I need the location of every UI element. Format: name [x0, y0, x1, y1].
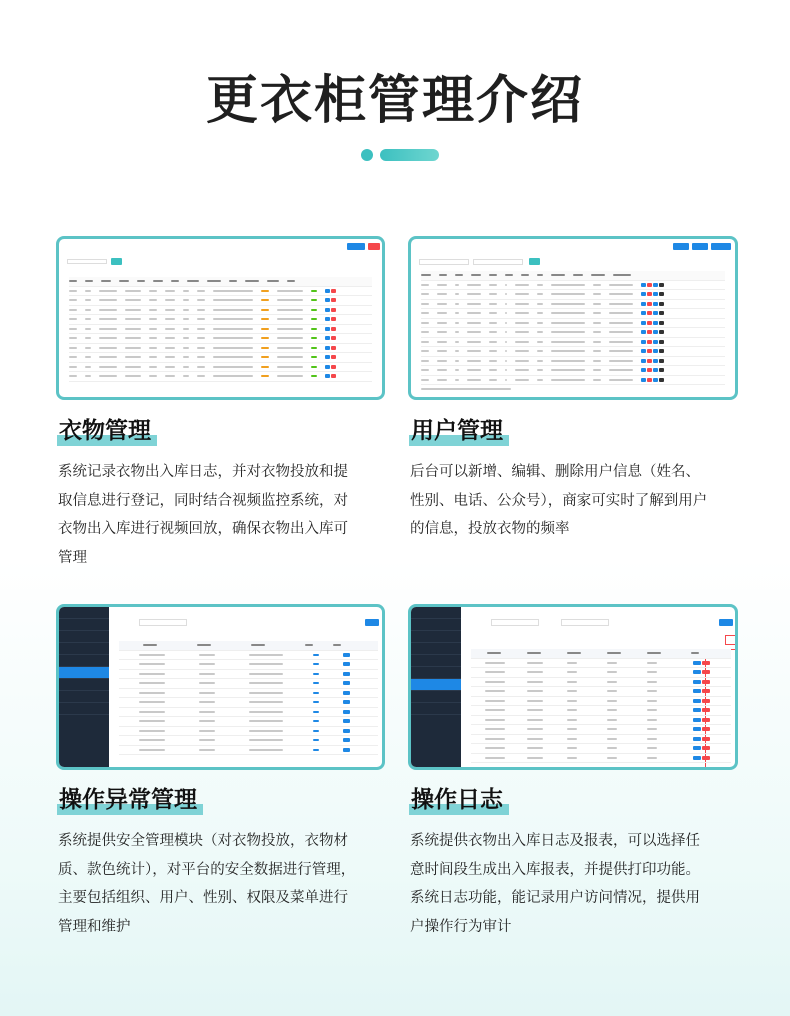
- sidebar-item: [59, 691, 109, 703]
- clothing-management-screenshot: [56, 236, 385, 400]
- table-row: [471, 668, 731, 678]
- mini-import-button: [692, 243, 708, 250]
- sidebar-item: [411, 643, 461, 655]
- table-row: [119, 679, 378, 689]
- sidebar-item-active: [59, 667, 109, 679]
- table-row: [119, 698, 378, 708]
- table-header: [421, 271, 725, 281]
- clothing-table: [69, 277, 372, 382]
- table-row: [69, 296, 372, 306]
- section-title-operation-log: 操作日志: [409, 785, 505, 815]
- table-row: [69, 334, 372, 344]
- section-description-operation-log: 系统提供衣物出入库日志及报表，可以选择任意时间段生成出入库报表，并提供打印功能。系统日志功能，能记录用户访问情况，提供用户操作行为审计: [410, 833, 700, 935]
- sidebar-item: [59, 679, 109, 691]
- table-row: [69, 353, 372, 363]
- table-row: [69, 315, 372, 325]
- table-row: [471, 687, 731, 697]
- sidebar-item: [411, 619, 461, 631]
- mini-filter-input: [473, 259, 523, 265]
- table-row: [119, 736, 378, 746]
- section-description-exception-management: 系统提供安全管理模块（对衣物投放，衣物材质、款色统计），对平台的安全数据进行管理，主要包括组织、用户、性别、权限及菜单进行管理和维护: [58, 833, 356, 935]
- section-title-exception-management: 操作异常管理: [57, 785, 199, 815]
- table-row: [69, 306, 372, 316]
- mini-add-button: [673, 243, 689, 250]
- section-title-user-management: 用户管理: [409, 416, 505, 446]
- table-row: [69, 363, 372, 373]
- table-header: [119, 641, 378, 651]
- decoration-bar: [380, 149, 439, 161]
- table-row: [421, 376, 725, 386]
- table-row: [471, 716, 731, 726]
- table-row: [471, 706, 731, 716]
- operation-log-screenshot: [408, 604, 738, 770]
- table-row: [421, 309, 725, 319]
- table-row: [471, 678, 731, 688]
- section-title-clothing-management: 衣物管理: [57, 416, 153, 446]
- sidebar-item: [59, 619, 109, 631]
- table-row: [421, 300, 725, 310]
- table-row: [119, 651, 378, 661]
- mini-export-button: [711, 243, 731, 250]
- table-row: [119, 717, 378, 727]
- sidebar-item: [59, 631, 109, 643]
- sidebar-item: [411, 667, 461, 679]
- pagination: [421, 385, 725, 393]
- table-header: [471, 649, 731, 659]
- mini-search-button: [365, 619, 379, 626]
- mini-add-button: [347, 243, 365, 250]
- sidebar-item: [59, 703, 109, 715]
- mini-search-button: [529, 258, 540, 265]
- section-description-user-management: 后台可以新增、编辑、删除用户信息（姓名、性别、电话、公众号），商家可实时了解到用户的信息，投放衣物的频率: [410, 464, 708, 537]
- table-row: [421, 319, 725, 329]
- sidebar-item: [411, 691, 461, 703]
- sidebar-item: [59, 643, 109, 655]
- table-row: [421, 347, 725, 357]
- mini-search-input: [67, 259, 107, 264]
- sidebar-item: [59, 655, 109, 667]
- table-row: [471, 735, 731, 745]
- page-title: 更衣柜管理介绍: [205, 71, 584, 131]
- table-row: [421, 328, 725, 338]
- mini-search-input: [419, 259, 469, 265]
- table-row: [421, 357, 725, 367]
- mini-search-button: [719, 619, 733, 626]
- table-row: [421, 281, 725, 291]
- sidebar-item: [411, 703, 461, 715]
- table-row: [119, 670, 378, 680]
- table-row: [421, 366, 725, 376]
- table-row: [471, 725, 731, 735]
- table-header: [69, 277, 372, 287]
- table-row: [421, 290, 725, 300]
- mini-sidebar: [411, 607, 461, 767]
- mini-delete-button: [368, 243, 380, 250]
- table-row: [471, 659, 731, 669]
- mini-sidebar: [59, 607, 109, 767]
- mini-export-highlight: [725, 635, 738, 645]
- decoration-dot: [361, 149, 373, 161]
- log-table: [471, 649, 731, 763]
- table-row: [471, 744, 731, 754]
- table-row: [119, 660, 378, 670]
- sidebar-item: [411, 655, 461, 667]
- table-row: [69, 325, 372, 335]
- table-row: [471, 697, 731, 707]
- table-row: [119, 746, 378, 756]
- user-table: [421, 271, 725, 393]
- table-row: [69, 344, 372, 354]
- sidebar-item-active: [411, 679, 461, 691]
- table-row: [119, 727, 378, 737]
- table-row: [119, 708, 378, 718]
- table-row: [471, 754, 731, 764]
- exception-table: [119, 641, 378, 755]
- sidebar-item: [59, 607, 109, 619]
- user-management-screenshot: [408, 236, 738, 400]
- sidebar-item: [411, 607, 461, 619]
- mini-search-input: [139, 619, 187, 626]
- mini-search-button: [111, 258, 122, 265]
- section-description-clothing-management: 系统记录衣物出入库日志，并对衣物投放和提取信息进行登记，同时结合视频监控系统，对衣物出入库进行视频回放，确保衣物出入库可管理: [58, 464, 348, 566]
- sidebar-item: [411, 631, 461, 643]
- table-row: [69, 287, 372, 297]
- mini-search-input: [491, 619, 539, 626]
- table-row: [119, 689, 378, 699]
- table-row: [69, 372, 372, 382]
- mini-date-input: [561, 619, 609, 626]
- exception-management-screenshot: [56, 604, 385, 770]
- table-row: [421, 338, 725, 348]
